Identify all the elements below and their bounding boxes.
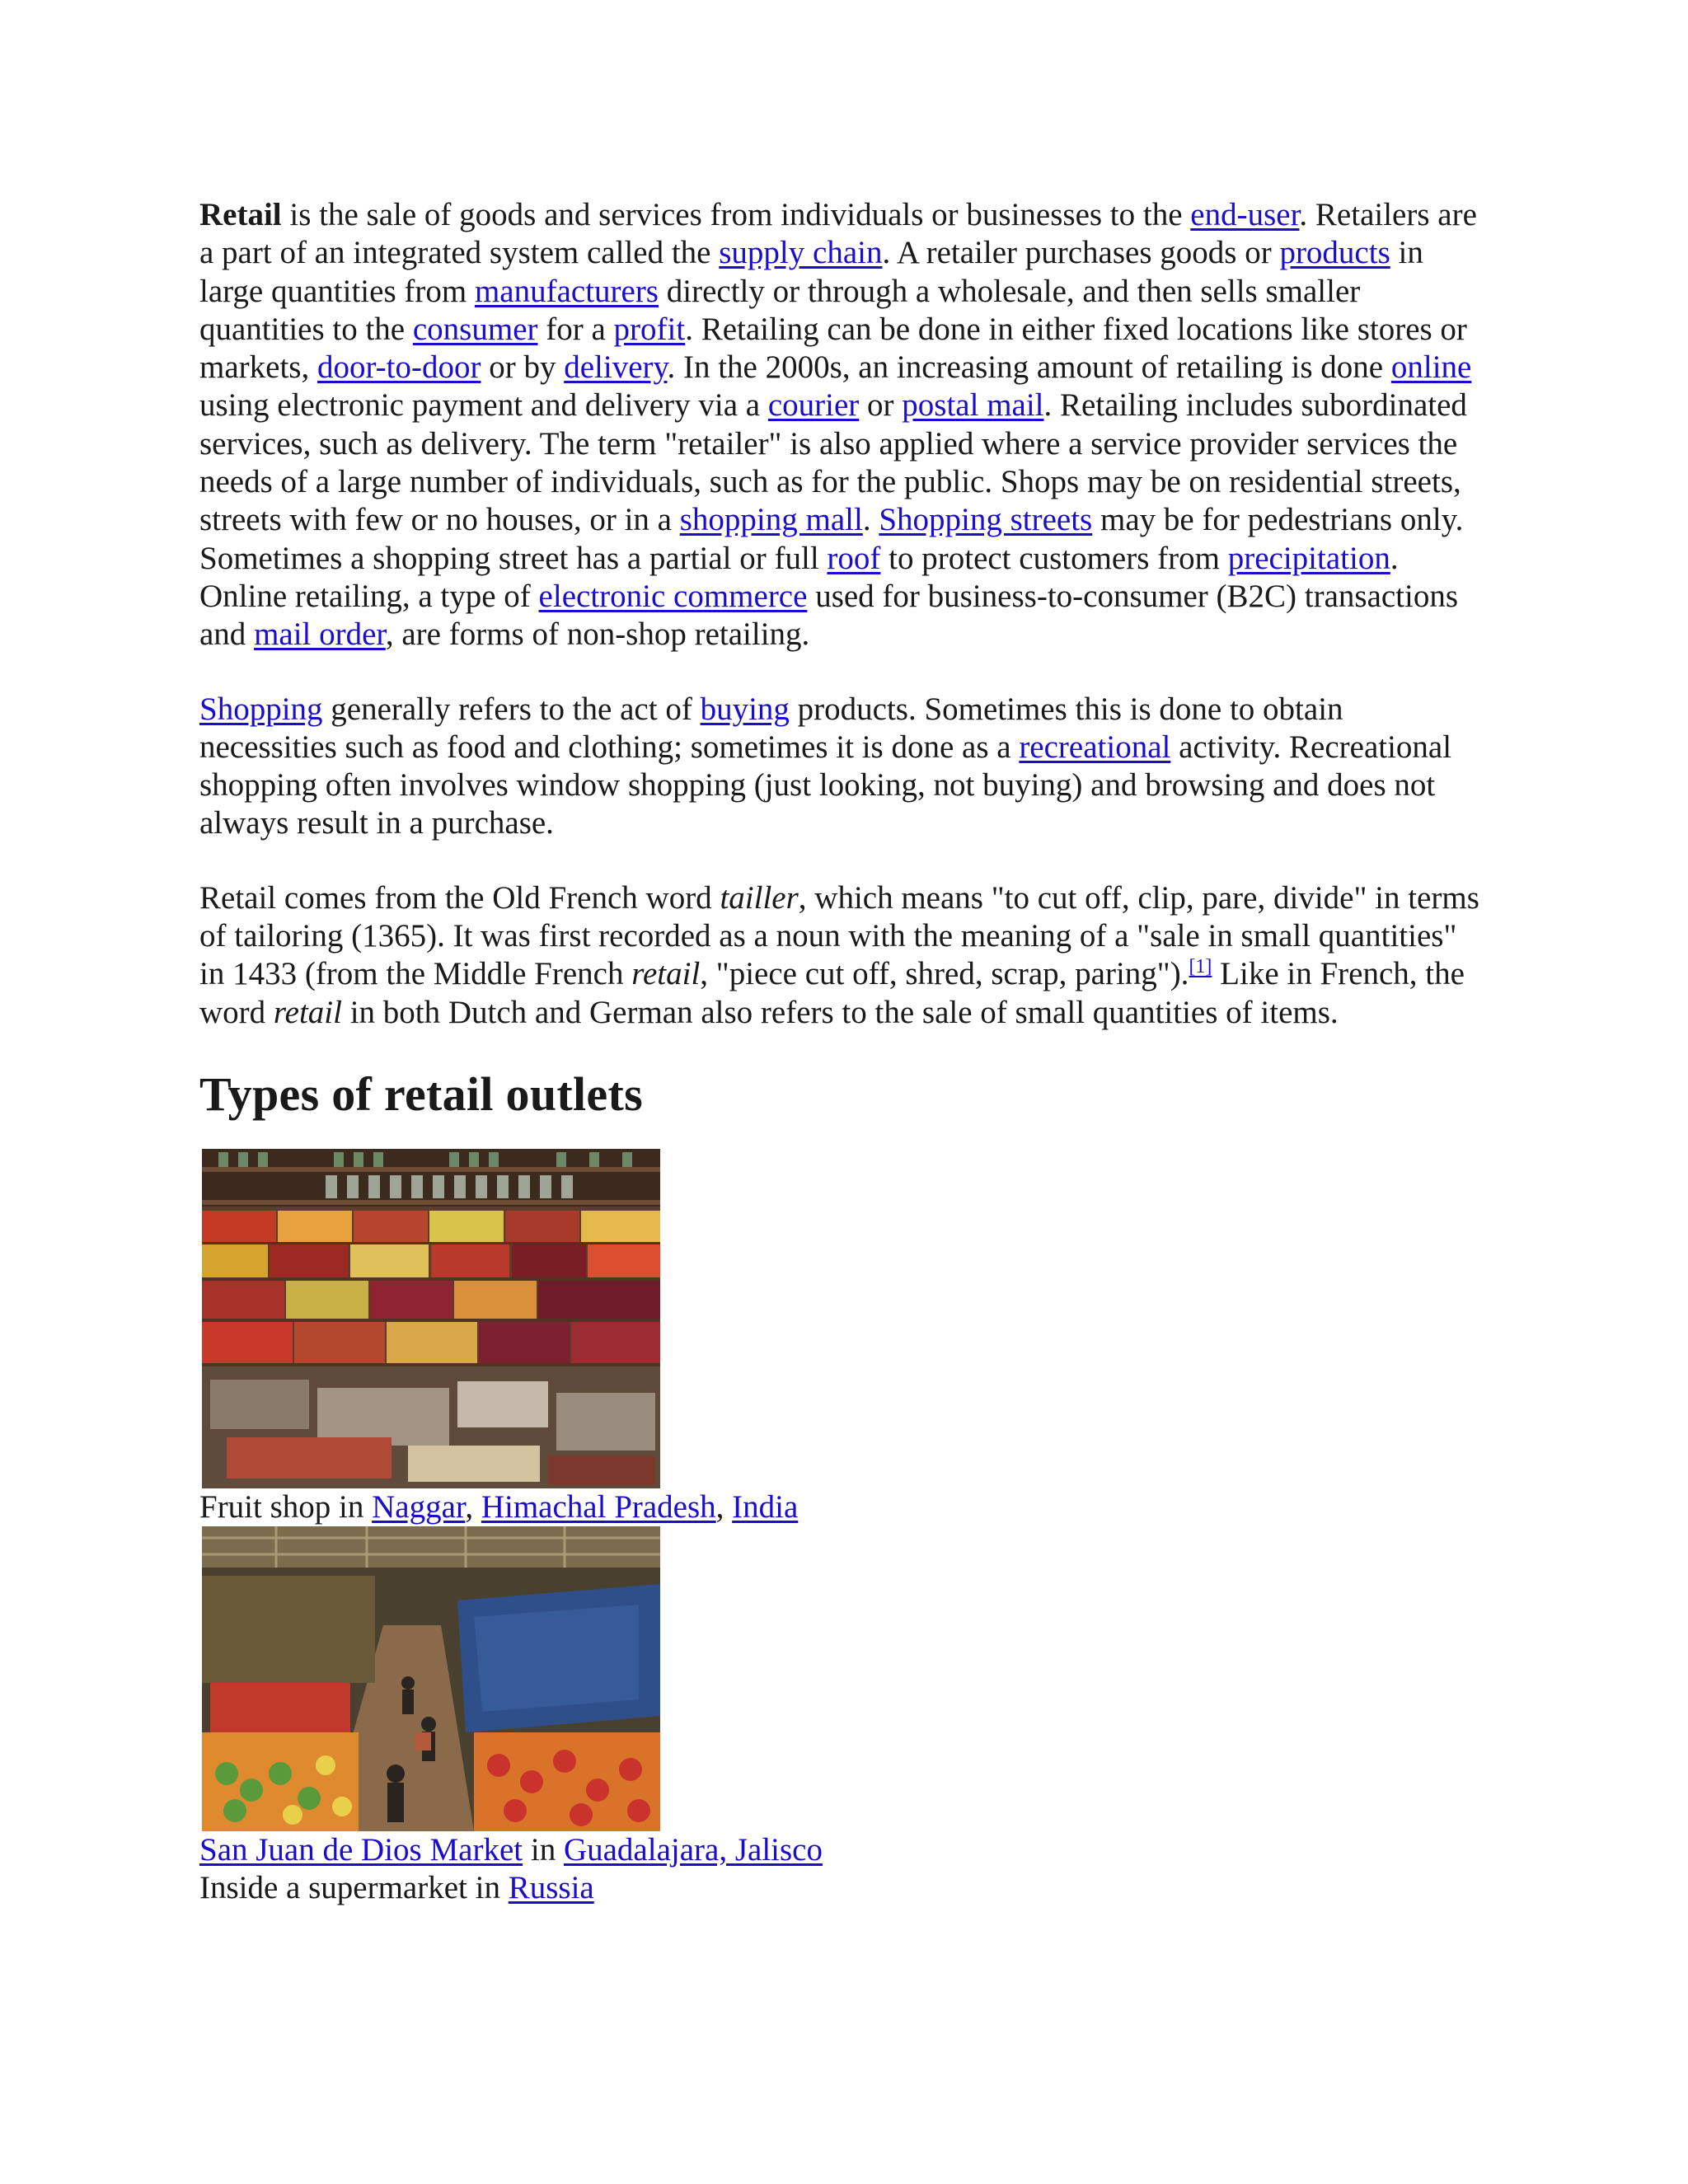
- link-door-to-door[interactable]: door-to-door: [316, 349, 481, 386]
- link-russia[interactable]: Russia: [508, 1869, 594, 1905]
- link-manufacturers[interactable]: manufacturers: [474, 273, 659, 309]
- text-run: in both Dutch and German also refers to the sale of small quantities of items.: [341, 994, 1339, 1030]
- text-run: activity. Recreational shopping often involves window shopping (just looking, not buying) and browsing and does not always result in a purchase.: [199, 729, 1452, 841]
- text-run: generally refers to the act of: [322, 691, 701, 727]
- link-profit[interactable]: profit: [613, 311, 686, 347]
- text-run: . In the 2000s, an increasing amount of retailing is done: [667, 349, 1391, 386]
- link-postal-mail[interactable]: postal mail: [902, 387, 1044, 424]
- text-run: to protect customers from: [880, 540, 1228, 576]
- link-himachal-pradesh[interactable]: Himachal Pradesh: [481, 1488, 716, 1525]
- market-picture: [202, 1526, 660, 1831]
- link-mail-order[interactable]: mail order: [254, 616, 386, 653]
- link-electronic-commerce[interactable]: electronic commerce: [538, 578, 808, 614]
- link-consumer[interactable]: consumer: [412, 311, 538, 347]
- link-guadalajara-jalisco[interactable]: Guadalajara, Jalisco: [563, 1831, 823, 1868]
- text-run: directly or through a wholesale, and then sells smaller quantities to the: [199, 273, 1361, 347]
- link-courier[interactable]: courier: [767, 387, 860, 424]
- link-shopping[interactable]: Shopping: [199, 691, 323, 727]
- text-run: , "piece cut off, shred, scrap, paring").: [700, 956, 1189, 992]
- text-run: , which means "to cut off, clip, pare, divide" in terms of tailoring (1365). It was first recorded as a noun with the meaning of a "sale in small quantities" in 1433 (from the Middle French: [199, 879, 1479, 992]
- paragraph-etymology: [199, 879, 1485, 1032]
- article-body: [199, 196, 1485, 1907]
- link-roof[interactable]: roof: [827, 540, 881, 576]
- text-run: ,: [465, 1488, 481, 1525]
- text-run: . Retailing can be done in either fixed locations like stores or markets,: [199, 311, 1467, 386]
- italic-term: retail: [631, 956, 701, 992]
- text-run: . Online retailing, a type of: [199, 540, 1399, 614]
- text-run: . Retailers are a part of an integrated system called the: [199, 197, 1477, 271]
- italic-term: tailler: [720, 879, 799, 916]
- link-online[interactable]: online: [1390, 349, 1472, 386]
- text-run: . A retailer purchases goods or: [882, 235, 1280, 271]
- paragraph-retail-definition: [199, 196, 1485, 654]
- link-delivery[interactable]: delivery: [564, 349, 668, 386]
- link-recreational[interactable]: recreational: [1019, 729, 1171, 765]
- text-run: ,: [715, 1488, 733, 1525]
- text-run: used for business-to-consumer (B2C) transactions and: [199, 578, 1459, 653]
- link-shopping-streets[interactable]: Shopping streets: [879, 502, 1093, 538]
- text-run: products. Sometimes this is done to obtain necessities such as food and clothing; sometimes it is done as a: [199, 691, 1343, 765]
- fruit-shop-image: [202, 1149, 660, 1488]
- link-supply-chain[interactable]: supply chain: [719, 235, 883, 271]
- link-precipitation[interactable]: precipitation: [1227, 540, 1390, 576]
- section-heading: Types of retail outlets: [199, 1066, 643, 1121]
- link-san-juan-de-dios-market[interactable]: San Juan de Dios Market: [199, 1831, 523, 1868]
- figure-caption-supermarket: [199, 1869, 1485, 1907]
- link-shopping-mall[interactable]: shopping mall: [679, 502, 863, 538]
- text-run: for a: [537, 311, 614, 347]
- reference-link-1[interactable]: [1]: [1189, 956, 1212, 978]
- italic-term: retail: [273, 994, 342, 1030]
- text-run: Fruit shop in: [199, 1488, 373, 1525]
- text-run: or: [859, 387, 903, 424]
- text-run: may be for pedestrians only. Sometimes a shopping street has a partial or full: [199, 502, 1464, 576]
- text-run: or by: [481, 349, 565, 386]
- link-end-user[interactable]: end-user: [1190, 197, 1300, 232]
- link-naggar[interactable]: Naggar: [372, 1488, 466, 1525]
- bold-term-retail: Retail: [199, 197, 282, 232]
- text-run: .: [862, 502, 879, 538]
- figure-caption-market: [199, 1831, 1485, 1869]
- market-image: [202, 1526, 660, 1831]
- paragraph-shopping: [199, 691, 1485, 843]
- fruit-shop-picture: [202, 1149, 660, 1488]
- text-run: using electronic payment and delivery via a: [199, 387, 768, 424]
- text-run: Inside a supermarket in: [199, 1869, 509, 1905]
- text-run: is the sale of goods and services from individuals or businesses to the: [281, 197, 1191, 232]
- text-run: , are forms of non-shop retailing.: [385, 616, 810, 653]
- text-run: Like in French, the word: [199, 956, 1465, 1030]
- link-buying[interactable]: buying: [700, 691, 790, 727]
- text-run: in large quantities from: [199, 235, 1423, 309]
- text-run: in: [523, 1831, 564, 1868]
- figure-caption-fruit-shop: [199, 1488, 1485, 1526]
- link-india[interactable]: India: [732, 1488, 799, 1525]
- link-products[interactable]: products: [1279, 235, 1390, 271]
- text-run: . Retailing includes subordinated services, such as delivery. The term "retailer" is also applied where a service provider services the needs of a large number of individuals, such as for the public. Shops may be on residential streets, streets with few or no houses, or in a: [199, 387, 1467, 538]
- text-run: Retail comes from the Old French word: [199, 879, 720, 916]
